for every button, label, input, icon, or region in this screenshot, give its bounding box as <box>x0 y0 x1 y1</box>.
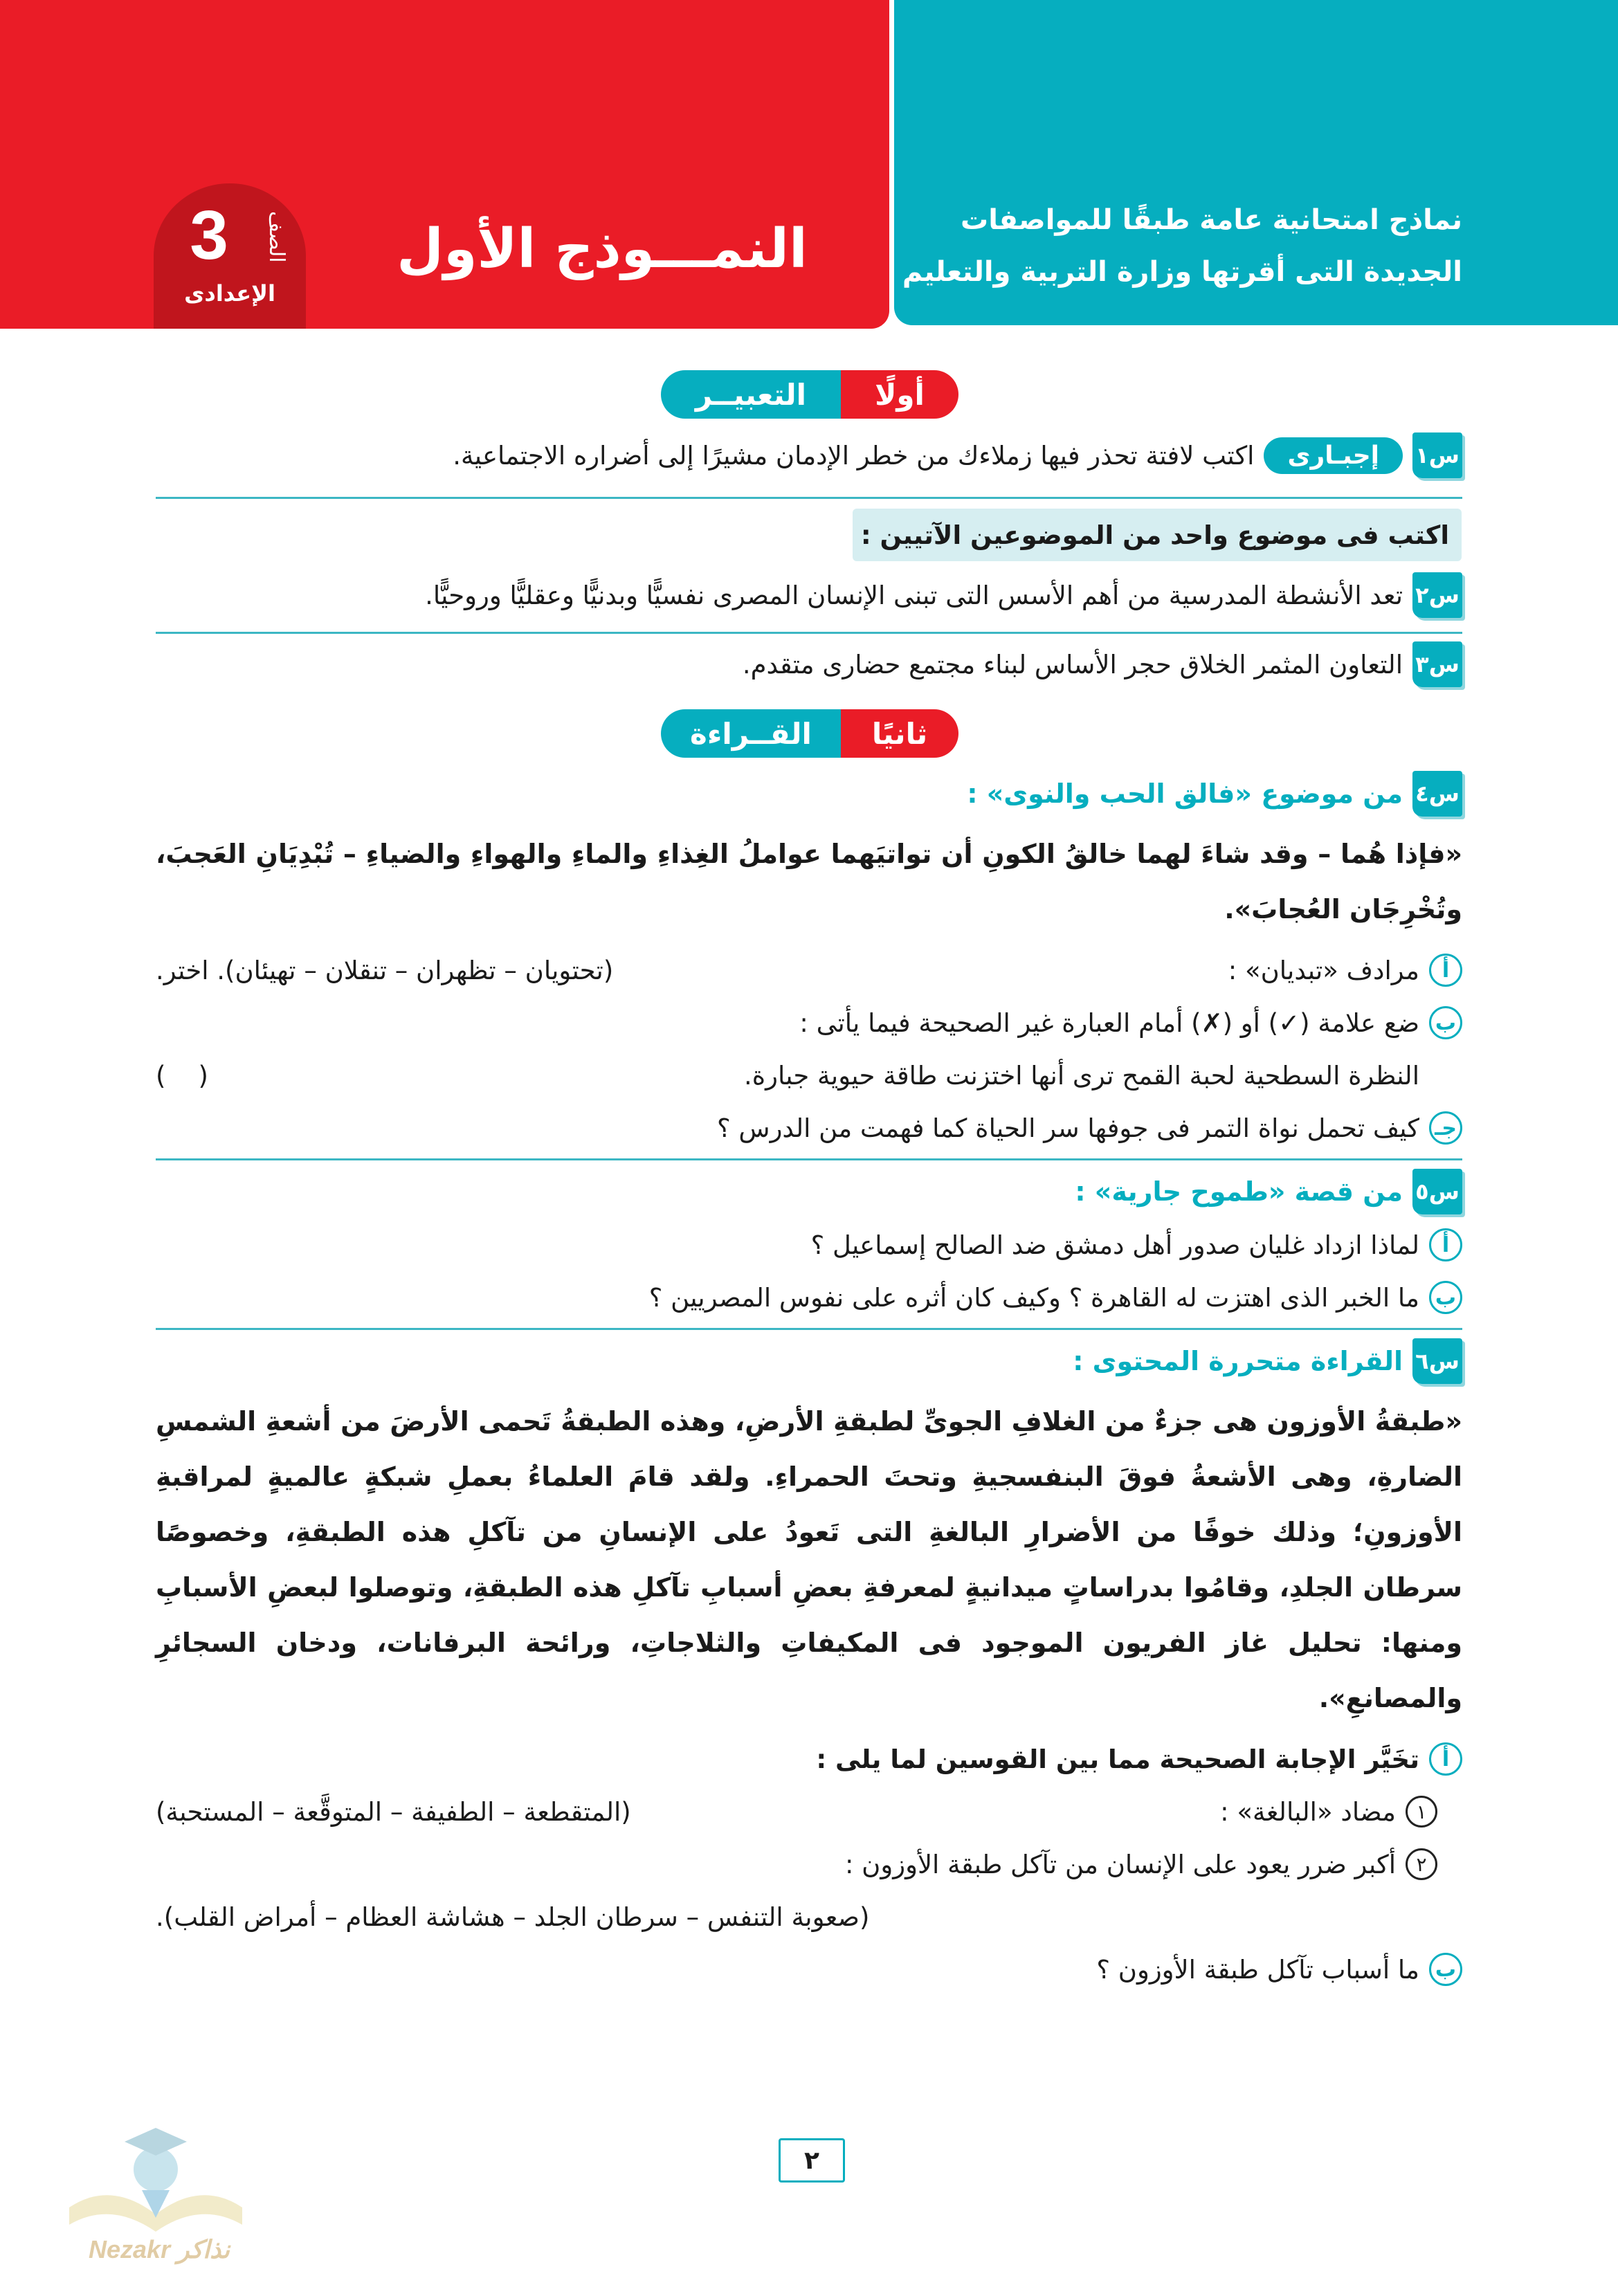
answer-box[interactable]: ( ) <box>156 1060 208 1091</box>
question-4 <box>156 771 1462 817</box>
question-text: مرادف «تبديان» : <box>1228 955 1419 985</box>
item-text: أكبر ضرر يعود على الإنسان من تآكل طبقة الأوزون : <box>844 1849 1396 1879</box>
question-6b <box>156 1947 1462 1992</box>
grade-number: 3 <box>190 197 228 274</box>
page-number: ٢ <box>779 2138 845 2183</box>
answer-options: (المتقطعة – الطفيفة – المتوقَّعة – المستحبة) <box>156 1796 631 1827</box>
section-name: التعبيــر <box>661 370 841 419</box>
item-text: مضاد «البالغة» : <box>1220 1796 1396 1827</box>
page-title: النمـــوذج الأول <box>397 218 808 280</box>
divider <box>156 1158 1462 1160</box>
question-6a-item-2-options-row <box>156 1895 1462 1939</box>
divider <box>156 1328 1462 1330</box>
letter-marker: أ <box>1429 954 1462 987</box>
item-number: ٢ <box>1406 1848 1437 1880</box>
question-number-icon: س٣ <box>1412 641 1462 687</box>
question-number-icon: س١ <box>1412 432 1462 478</box>
graduate-book-icon <box>55 2104 256 2242</box>
letter-marker: جـ <box>1429 1111 1462 1145</box>
question-heading: من قصة «طموح جارية» : <box>1075 1176 1403 1207</box>
item-number: ١ <box>1406 1796 1437 1828</box>
section-order: أولًا <box>841 370 958 419</box>
section-name: القــراءة <box>661 709 841 758</box>
section-order: ثانيًا <box>841 709 958 758</box>
question-5 <box>156 1169 1462 1214</box>
question-6a-item-2 <box>156 1842 1462 1886</box>
letter-marker: أ <box>1429 1228 1462 1261</box>
instruction-box: اكتب فى موضوع واحد من الموضوعين الآتيين : <box>853 509 1462 561</box>
question-text: اكتب لافتة تحذر فيها زملاءك من خطر الإدمان مشيرًا إلى أضراره الاجتماعية. <box>453 440 1255 471</box>
question-5a <box>156 1223 1462 1267</box>
question-text: ما الخبر الذى اهتزت له القاهرة ؟ وكيف كان أثره على نفوس المصريين ؟ <box>648 1282 1419 1313</box>
grade-label: الصف <box>264 211 289 263</box>
logo-text: Nezakr نذاكر <box>89 2235 230 2263</box>
divider <box>156 497 1462 499</box>
question-4b <box>156 1001 1462 1045</box>
letter-marker: ب <box>1429 1281 1462 1314</box>
question-4a <box>156 948 1462 992</box>
question-2 <box>425 572 1462 618</box>
question-number-icon: س٥ <box>1412 1169 1462 1214</box>
divider <box>156 632 1462 634</box>
question-text: التعاون المثمر الخلاق حجر الأساس لبناء مجتمع حضارى متقدم. <box>742 649 1403 680</box>
statement-row <box>156 1053 1462 1097</box>
statement: النظرة السطحية لحبة القمح ترى أنها اختزنت طاقة حيوية جبارة. <box>743 1060 1419 1091</box>
question-6a <box>156 1737 1462 1781</box>
question-text: ما أسباب تآكل طبقة الأوزون ؟ <box>1096 1954 1419 1985</box>
passage: «طبقةُ الأوزون هى جزءٌ من الغلافِ الجوىِّ لطبقةِ الأرضِ، وهذه الطبقةُ تَحمى الأرضَ من أشعةِ الشمسِ الضارةِ، وهى الأشعةُ فوقَ البنفسجيةِ وتحتَ الحمراءِ. ولقد قامَ العلماءُ بعملِ شبكةٍ عالميةٍ لمراقبةِ الأوزونِ؛ وذلك خوفًا من الأضرارِ البالغةِ التى تَعودُ على الإنسانِ من تآكلِ هذه الطبقةِ، وخصوصًا سرطان الجلدِ، وقامُوا بدراساتٍ ميدانيةٍ لمعرفةِ بعضِ أسبابِ تآكلِ هذه الطبقةِ، وتوصلوا لبعضِ الأسبابِ ومنها: تحليل غاز الفريون الموجود فى المكيفاتِ والثلاجاتِ، ورائحة البرفانات، ودخان السجائرِ والمصانعِ». <box>156 1406 1462 1713</box>
section-reading-header <box>661 709 958 758</box>
question-text: لماذا ازداد غليان صدور أهل دمشق ضد الصالح إسماعيل ؟ <box>810 1230 1419 1260</box>
question-text: ضع علامة (✓) أو (✗) أمام العبارة غير الصحيحة فيما يأتى : <box>799 1008 1419 1038</box>
header-subtitle-2: الجديدة التى أقرتها وزارة التربية والتعليم <box>902 256 1462 288</box>
question-5b <box>156 1275 1462 1320</box>
question-4c <box>156 1106 1462 1150</box>
grade-badge <box>154 183 306 329</box>
question-6 <box>156 1338 1462 1384</box>
answer-options: (تحتويان – تظهران – تنقلان – تهيئان). اختر. <box>156 955 614 985</box>
question-number-icon: س٤ <box>1412 771 1462 817</box>
mandatory-badge: إجبـارى <box>1264 437 1403 474</box>
passage: «فإذا هُما – وقد شاءَ لهما خالقُ الكونِ أن تواتيَهما عواملُ الغِذاءِ والماءِ والهواءِ والضياءِ – تُبْدِيَانِ العَجبَ، وتُخْرِجَان العُجابَ». <box>156 839 1462 924</box>
header-subtitle-1: نماذج امتحانية عامة طبقًا للمواصفات <box>961 204 1462 236</box>
question-6a-item-1 <box>156 1789 1462 1834</box>
question-number-icon: س٢ <box>1412 572 1462 618</box>
question-1 <box>453 432 1462 478</box>
answer-options: (صعوبة التنفس – سرطان الجلد – هشاشة العظام – أمراض القلب). <box>156 1902 870 1932</box>
letter-marker: أ <box>1429 1742 1462 1776</box>
section-expression-header <box>661 370 958 419</box>
nezakr-logo <box>55 2104 256 2270</box>
question-heading: من موضوع «فالق الحب والنوى» : <box>967 778 1403 809</box>
question-text: تعد الأنشطة المدرسية من أهم الأسس التى تبنى الإنسان المصرى نفسيًّا وبدنيًّا وعقليًّا وروحيًّا. <box>425 580 1403 610</box>
grade-level: الإعدادى <box>184 280 275 307</box>
question-text: كيف تحمل نواة التمر فى جوفها سر الحياة كما فهمت من الدرس ؟ <box>717 1113 1419 1143</box>
question-text: تخَيَّر الإجابة الصحيحة مما بين القوسين لما يلى : <box>816 1744 1419 1774</box>
question-3 <box>743 641 1462 687</box>
question-4-5-block <box>156 767 1462 1996</box>
letter-marker: ب <box>1429 1953 1462 1986</box>
question-heading: القراءة متحررة المحتوى : <box>1073 1346 1403 1376</box>
letter-marker: ب <box>1429 1006 1462 1039</box>
question-number-icon: س٦ <box>1412 1338 1462 1384</box>
